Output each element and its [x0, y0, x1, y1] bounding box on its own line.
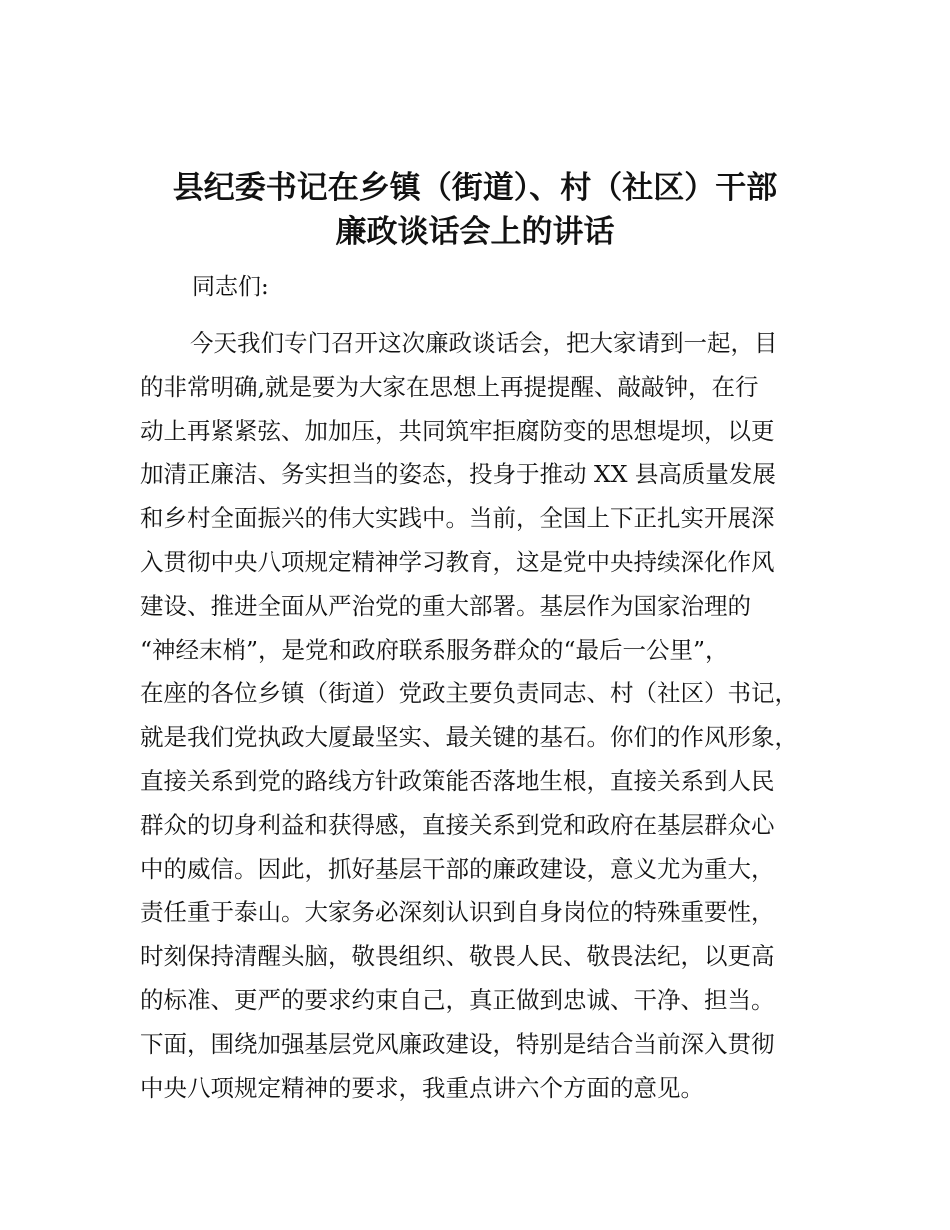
paragraph-line: 入贯彻中央八项规定精神学习教育，这是党中央持续深化作风	[140, 547, 775, 576]
paragraph-line: 建设、推进全面从严治党的重大部署。基层作为国家治理的	[140, 591, 751, 620]
paragraph-line: 和乡村全面振兴的伟大实践中。当前，全国上下正扎实开展深	[140, 504, 775, 533]
paragraph-line: 直接关系到党的路线方针政策能否落地生根，直接关系到人民	[140, 766, 775, 795]
document-title-line-1: 县纪委书记在乡镇（街道）、村（社区）干部	[172, 170, 778, 206]
paragraph-line: 在座的各位乡镇（街道）党政主要负责同志、村（社区）书记，	[140, 679, 798, 708]
paragraph-line: 时刻保持清醒头脑，敬畏组织、敬畏人民、敬畏法纪，以更高	[140, 942, 775, 971]
paragraph-line: 中央八项规定精神的要求，我重点讲六个方面的意见。	[140, 1073, 704, 1102]
paragraph-line: 就是我们党执政大厦最坚实、最关键的基石。你们的作风形象，	[140, 723, 798, 752]
paragraph-line: 的标准、更严的要求约束自己，真正做到忠诚、干净、担当。	[140, 985, 775, 1014]
body-paragraph	[140, 322, 830, 1110]
salutation: 同志们:	[192, 274, 269, 300]
paragraph-line: 的非常明确,就是要为大家在思想上再提提醒、敲敲钟，在行	[140, 372, 759, 401]
paragraph-line: 动上再紧紧弦、加加压，共同筑牢拒腐防变的思想堤坝，以更	[140, 416, 775, 445]
paragraph-line: “神经末梢”，是党和政府联系服务群众的“最后一公里”，	[140, 635, 729, 664]
paragraph-line: 中的威信。因此，抓好基层干部的廉政建设，意义尤为重大，	[140, 854, 775, 883]
paragraph-line: 群众的切身利益和获得感，直接关系到党和政府在基层群众心	[140, 810, 775, 839]
paragraph-line: 今天我们专门召开这次廉政谈话会，把大家请到一起，目	[190, 329, 778, 357]
paragraph-line: 加清正廉洁、务实担当的姿态，投身于推动 XX 县高质量发展	[140, 460, 776, 489]
paragraph-line: 下面，围绕加强基层党风廉政建设，特别是结合当前深入贯彻	[140, 1029, 775, 1058]
paragraph-line: 责任重于泰山。大家务必深刻认识到自身岗位的特殊重要性，	[140, 898, 775, 927]
document-title-line-2: 廉政谈话会上的讲话	[335, 214, 615, 250]
